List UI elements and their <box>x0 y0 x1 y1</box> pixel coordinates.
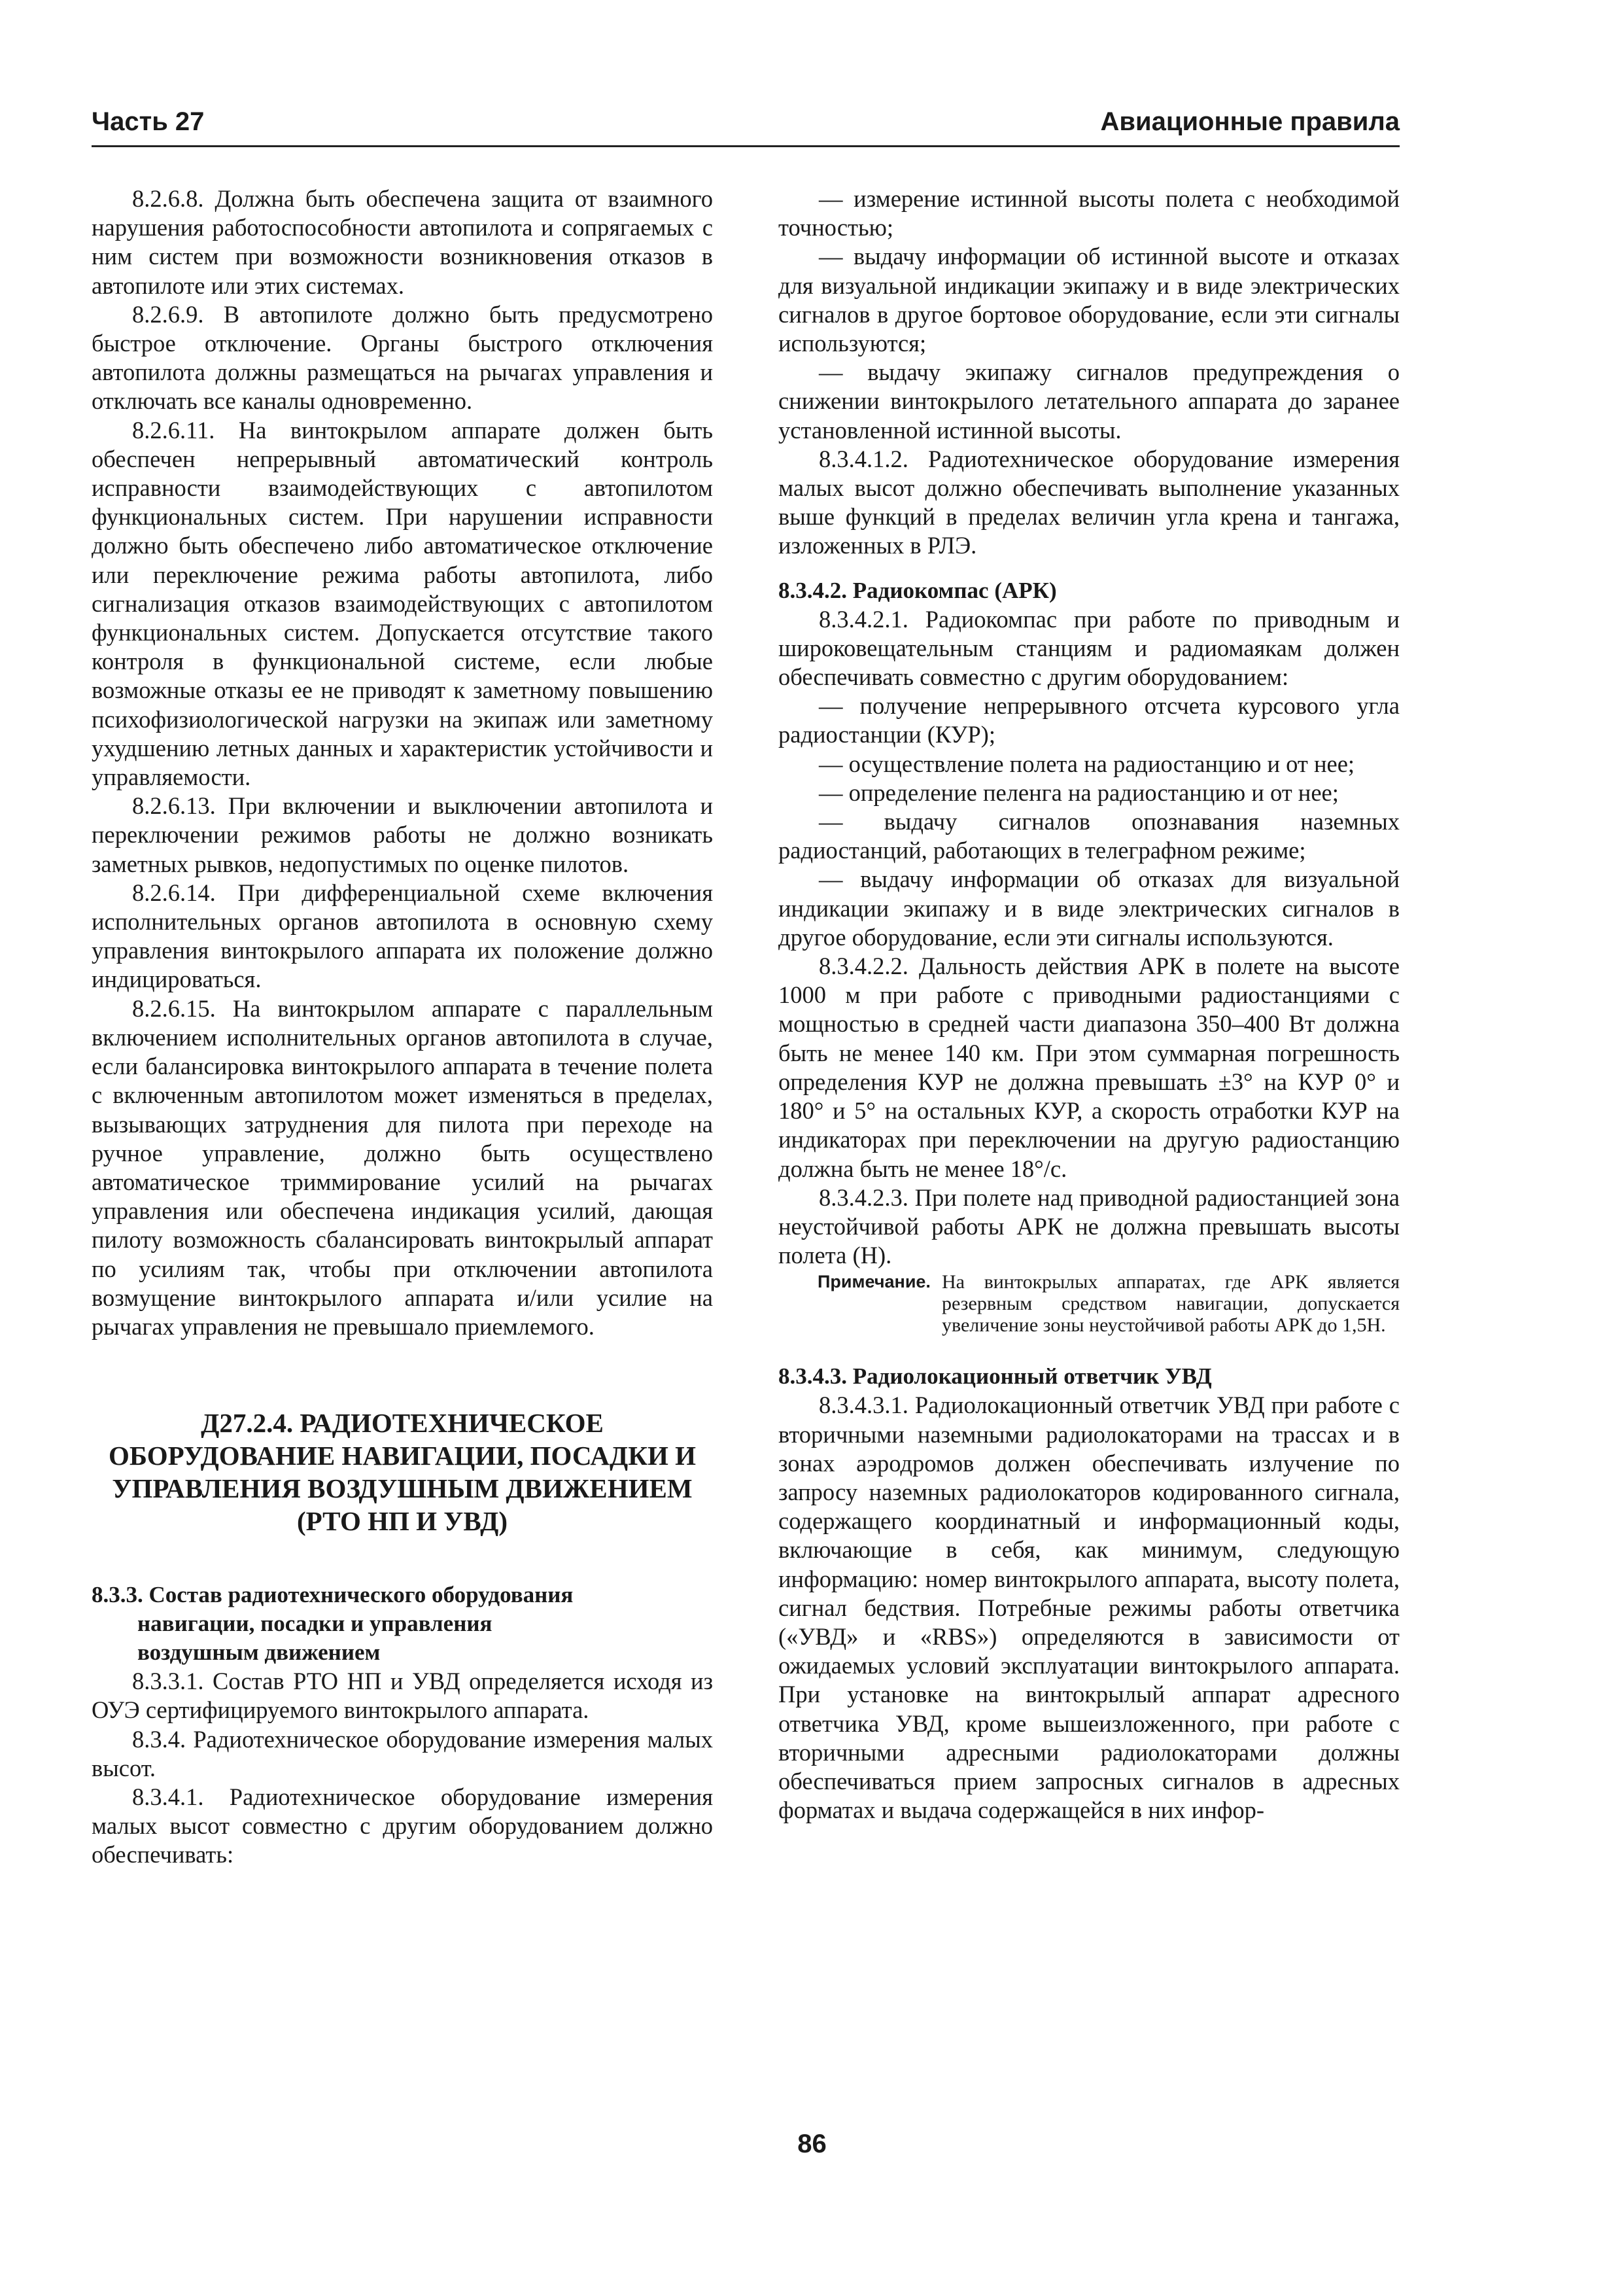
paragraph-8-2-6-14: 8.2.6.14. При дифференциальной схеме включения исполнительных органов автопилота в основную схему управления винтокрылого аппарата их положение должно индицироваться. <box>92 879 713 993</box>
left-column <box>92 184 713 2147</box>
list-item: — осуществление полета на радиостанцию и от нее; <box>819 750 1355 777</box>
list-item: — выдачу информации об истинной высоте и отказах для визуальной индикации экипажу и в виде электрических сигналов в другое бортовое оборудование, если эти сигналы используются; <box>778 243 1400 357</box>
paragraph-8-3-4-2-2: 8.3.4.2.2. Дальность действия АРК в полете на высоте 1000 м при работе с приводными радиостанциями с мощностью в средней части диапазона 350–400 Вт должна быть не менее 140 км. При этом суммарная погрешность определения КУР не должна превышать ±3° на КУР 0° и 180° и 5° на остальных КУР, а скорость отработки КУР на индикаторах при переключении на другую радиостанцию должна быть не менее 18°/c. <box>778 953 1400 1182</box>
paragraph-8-3-3-1: 8.3.3.1. Состав РТО НП и УВД определяется исходя из ОУЭ сертифицируемого винтокрылого аппарата. <box>92 1668 713 1724</box>
list-item: — получение непрерывного отсчета курсового угла радиостанции (КУР); <box>778 692 1400 748</box>
paragraph-8-3-4: 8.3.4. Радиотехническое оборудование измерения малых высот. <box>92 1725 713 1781</box>
list-item: — выдачу экипажу сигналов предупреждения о снижении винтокрылого летательного аппарата до заранее установленной истинной высоты. <box>778 359 1400 444</box>
section-title: Д27.2.4. РАДИОТЕХНИЧЕСКОЕ ОБОРУДОВАНИЕ НАВИГАЦИИ, ПОСАДКИ И УПРАВЛЕНИЯ ВОЗДУШНЫМ ДВИЖЕНИЕМ (РТО НП И УВД) <box>109 1408 696 1537</box>
paragraph-8-3-4-3-1: 8.3.4.3.1. Радиолокационный ответчик УВД при работе с вторичными наземными радиолокаторами на трассах и в зонах аэродромов должен обеспечивать излучение по запросу наземных радиолокаторов кодированного сигнала, содержащего координатный и информационный коды, включающие в себя, как минимум, следующую информацию: номер винтокрылого аппарата, высоту полета, сигнал бедствия. Потребные режимы работы ответчика («УВД» и «RBS») определяются в зависимости от ожидаемых условий эксплуатации винтокрылого аппарата. При установке на винтокрылый аппарат адресного ответчика УВД, кроме вышеизложенного, при работе с вторичными адресными радиолокаторами должны обеспечиваться прием запросных сигналов в адресных форматах и выдача содержащейся в них инфор- <box>778 1392 1400 1824</box>
subsection-heading-line: 8.3.3. Состав радиотехнического оборудования <box>92 1582 574 1608</box>
list-item: — выдачу информации об отказах для визуальной индикации экипажу и в виде электрических сигналов в другое оборудование, если эти сигналы используются. <box>778 866 1400 951</box>
note-text: На винтокрылых аппаратах, где АРК является резервным средством навигации, допускается увеличение зоны неустойчивой работы АРК до 1,5Н. <box>942 1271 1400 1337</box>
paragraph-8-2-6-8: 8.2.6.8. Должна быть обеспечена защита от взаимного нарушения работоспособности автопилота и сопрягаемых с ним систем при возможности возникновения отказов в автопилоте или этих системах. <box>92 185 713 299</box>
list-item: — выдачу сигналов опознавания наземных радиостанций, работающих в телеграфном режиме; <box>778 808 1400 864</box>
list-item: — измерение истинной высоты полета с необходимой точностью; <box>778 185 1400 241</box>
subsection-heading-line: навигации, посадки и управления <box>137 1611 492 1637</box>
note-label: Примечание. <box>818 1272 931 1292</box>
paragraph-8-2-6-9: 8.2.6.9. В автопилоте должно быть предусмотрено быстрое отключение. Органы быстрого отключения автопилота должны размещаться на рычагах управления и отключать все каналы одновременно. <box>92 300 713 415</box>
header-document-title: Авиационные правила <box>1100 107 1400 136</box>
running-header <box>92 105 1400 147</box>
subsection-heading-line: воздушным движением <box>137 1639 381 1666</box>
paragraph-8-3-4-2-3: 8.3.4.2.3. При полете над приводной радиостанцией зона неустойчивой работы АРК не должна превышать высоты полета (Н). <box>778 1183 1400 1269</box>
page-number: 86 <box>797 2129 827 2158</box>
subsection-heading-8-3-3 <box>92 1581 713 1667</box>
right-column <box>778 184 1400 2147</box>
note-block <box>778 1271 1400 1336</box>
list-item: — определение пеленга на радиостанцию и от нее; <box>819 779 1339 806</box>
paragraph-8-2-6-11: 8.2.6.11. На винтокрылом аппарате должен быть обеспечен непрерывный автоматический контроль исправности взаимодействующих с автопилотом функциональных систем. При нарушении исправности должно быть обеспечено либо автоматическое отключение или переключение режима работы автопилота, либо сигнализация отказов взаимодействующих с автопилотом функциональных систем. Допускается отсутствие такого контроля в функциональной системе, если любые возможные отказы ее не приводят к заметному повышению психофизиологической нагрузки на экипаж или заметному ухудшению летных данных и характеристик устойчивости и управляемости. <box>92 416 713 791</box>
subsection-heading-8-3-4-3: 8.3.4.3. Радиолокационный ответчик УВД <box>778 1363 1212 1390</box>
subsection-heading-8-3-4-2: 8.3.4.2. Радиокомпас (АРК) <box>778 577 1057 603</box>
paragraph-8-2-6-13: 8.2.6.13. При включении и выключении автопилота и переключении режимов работы не должно возникать заметных рывков, недопустимых по оценке пилотов. <box>92 792 713 877</box>
header-part-label: Часть 27 <box>92 107 205 136</box>
paragraph-8-3-4-2-1: 8.3.4.2.1. Радиокомпас при работе по приводным и широковещательным станциям и радиомаякам должен обеспечивать совместно с другим оборудованием: <box>778 605 1400 691</box>
paragraph-8-3-4-1-2: 8.3.4.1.2. Радиотехническое оборудование измерения малых высот должно обеспечивать выполнение указанных выше функций в пределах величин угла крена и тангажа, изложенных в РЛЭ. <box>778 445 1400 559</box>
paragraph-8-2-6-15: 8.2.6.15. На винтокрылом аппарате с параллельным включением исполнительных органов автопилота в случае, если балансировка винтокрылого аппарата в течение полета с включенным автопилотом может изменяться в пределах, вызывающих затруднения для пилота при переходе на ручное управление, должно быть осуществлено автоматическое триммирование усилий на рычагах управления или обеспечена индикация усилий, дающая пилоту возможность сбалансировать винтокрылый аппарат по усилиям так, чтобы при отключении автопилота возмущение винтокрылого аппарата и/или усилие на рычагах управления не превышало приемлемого. <box>92 994 713 1340</box>
paragraph-8-3-4-1: 8.3.4.1. Радиотехническое оборудование измерения малых высот совместно с другим оборудованием должно обеспечивать: <box>92 1783 713 1868</box>
